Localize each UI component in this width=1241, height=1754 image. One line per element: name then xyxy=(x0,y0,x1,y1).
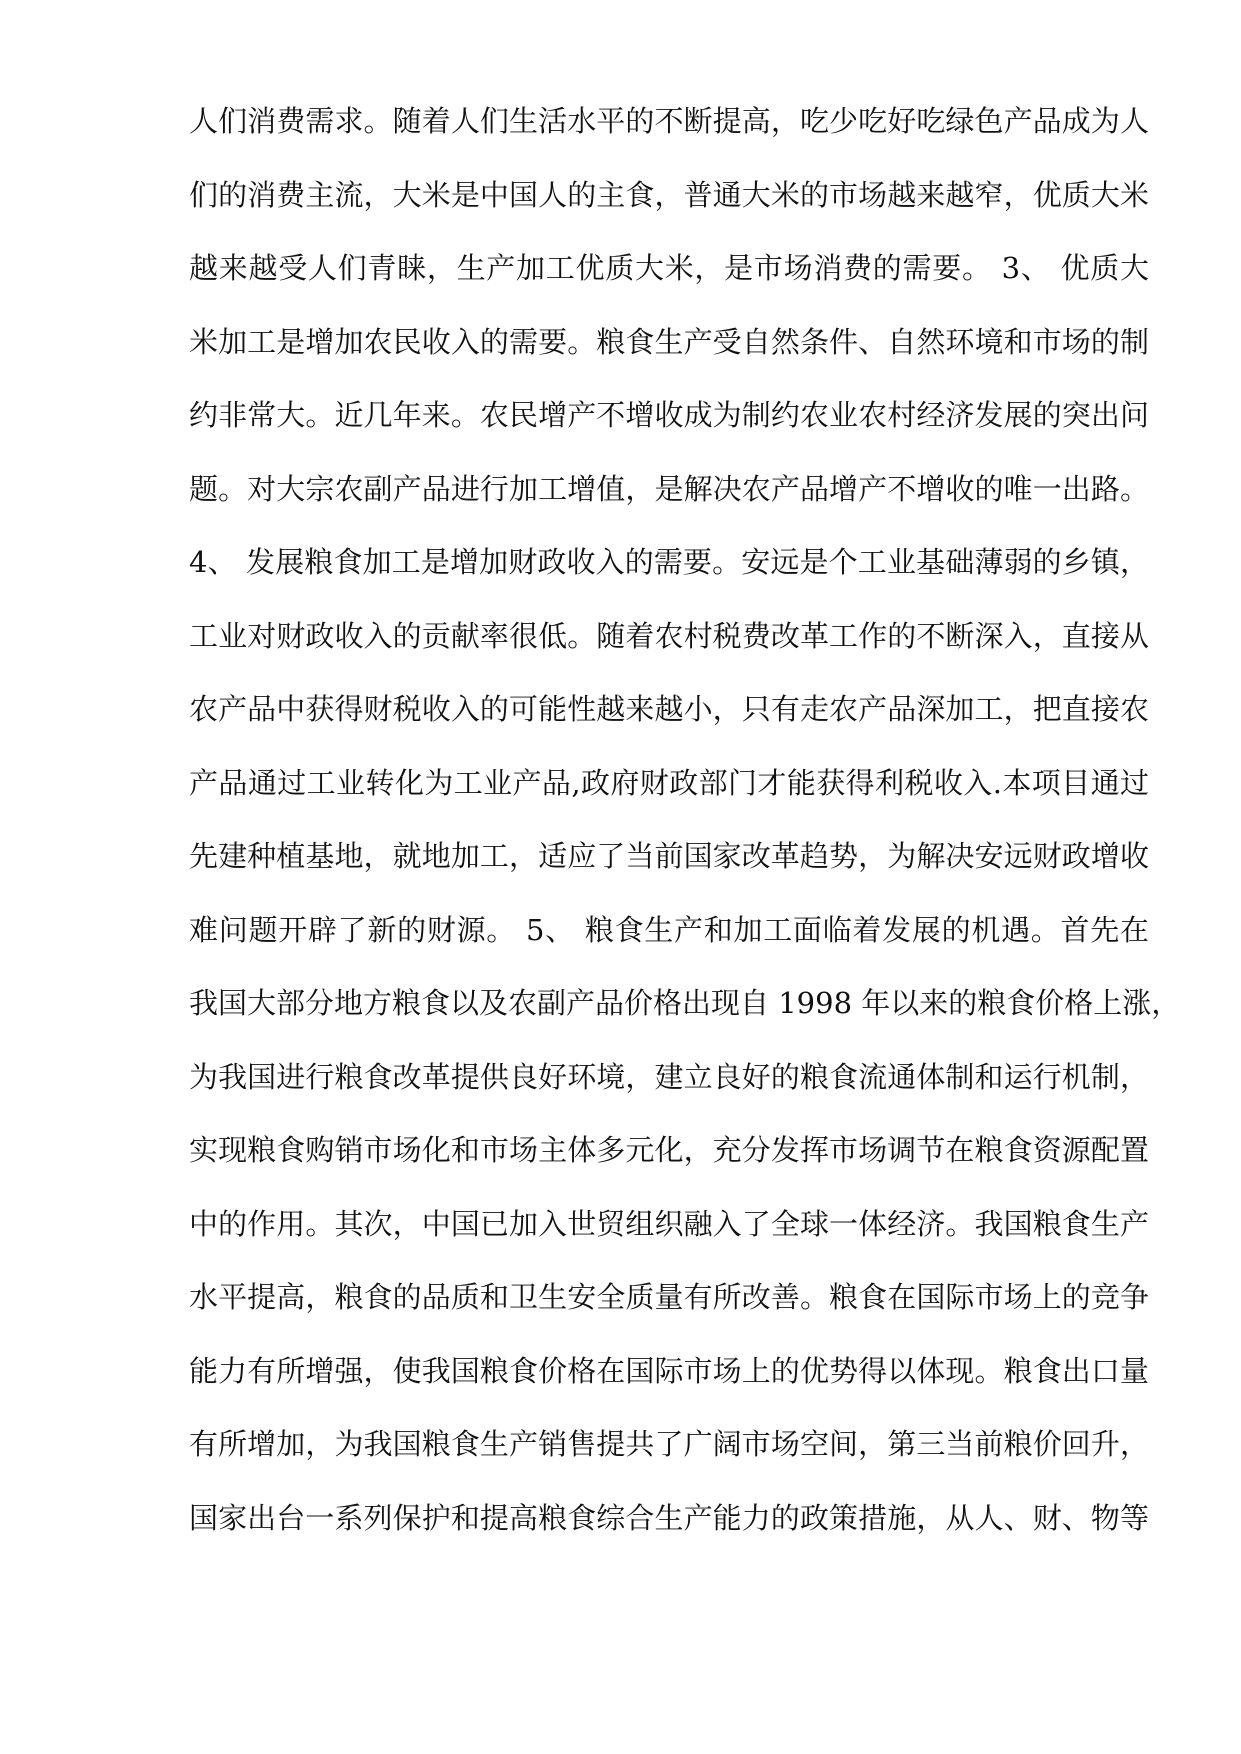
text-line: 中的作用。其次，中国已加入世贸组织融入了全球一体经济。我国粮食生产 xyxy=(189,1206,1149,1241)
text-line: 能力有所增强，使我国粮食价格在国际市场上的优势得以体现。粮食出口量 xyxy=(189,1353,1149,1388)
text-line: 题。对大宗农副产品进行加工增值，是解决农产品增产不增收的唯一出路。 xyxy=(189,471,1149,506)
text-line: 为我国进行粮食改革提供良好环境，建立良好的粮食流通体制和运行机制， xyxy=(189,1059,1149,1094)
text-line: 先建种植基地，就地加工，适应了当前国家改革趋势，为解决安远财政增收 xyxy=(189,839,1149,873)
text-line: 们的消费主流，大米是中国人的主食，普通大米的市场越来越窄，优质大米 xyxy=(189,177,1149,212)
text-line: 有所增加，为我国粮食生产销售提共了广阔市场空间，第三当前粮价回升， xyxy=(189,1427,1149,1461)
text-line: 工业对财政收入的贡献率很低。随着农村税费改革工作的不断深入，直接从 xyxy=(189,618,1149,653)
text-line: 实现粮食购销市场化和市场主体多元化，充分发挥市场调节在粮食资源配置 xyxy=(189,1133,1149,1167)
text-line: 人们消费需求。随着人们生活水平的不断提高，吃少吃好吃绿色产品成为人 xyxy=(189,104,1149,138)
text-line: 难问题开辟了新的财源。 5、 粮食生产和加工面临着发展的机遇。首先在 xyxy=(189,912,1149,947)
text-line: 产品通过工业转化为工业产品,政府财政部门才能获得利税收入.本项目通过 xyxy=(189,765,1149,800)
text-line: 米加工是增加农民收入的需要。粮食生产受自然条件、自然环境和市场的制 xyxy=(189,324,1149,359)
text-line: 我国大部分地方粮食以及农副产品价格出现自 1998 年以来的粮食价格上涨， xyxy=(189,986,1181,1020)
text-line: 越来越受人们青睐，生产加工优质大米，是市场消费的需要。 3、 优质大 xyxy=(189,251,1149,285)
text-line: 约非常大。近几年来。农民增产不增收成为制约农业农村经济发展的突出问 xyxy=(189,398,1149,432)
body-text xyxy=(189,85,1181,1555)
text-line: 国家出台一系列保护和提高粮食综合生产能力的政策措施，从人、财、物等 xyxy=(189,1500,1149,1535)
text-line: 水平提高，粮食的品质和卫生安全质量有所改善。粮食在国际市场上的竞争 xyxy=(189,1280,1149,1314)
text-line: 4、 发展粮食加工是增加财政收入的需要。安远是个工业基础薄弱的乡镇， xyxy=(189,545,1149,579)
text-line: 农产品中获得财税收入的可能性越来越小，只有走农产品深加工，把直接农 xyxy=(189,692,1149,726)
